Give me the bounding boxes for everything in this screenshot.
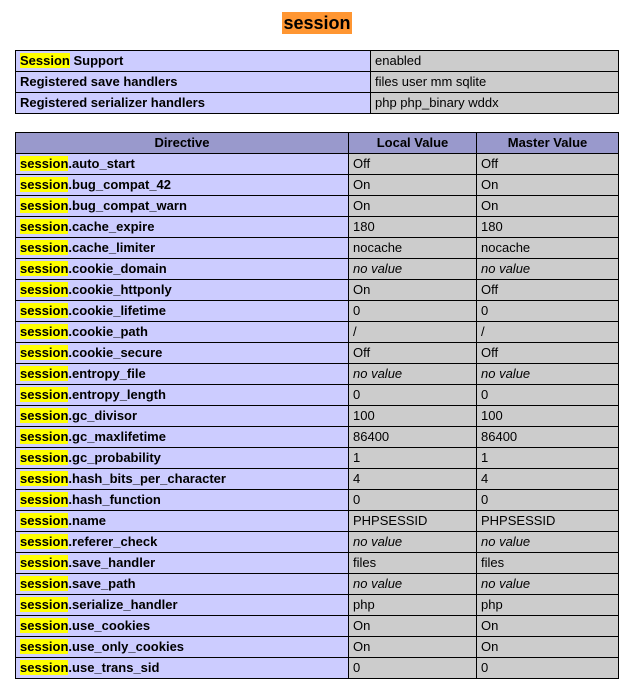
local-value-cell: 4 xyxy=(349,468,477,489)
master-value-cell: nocache xyxy=(477,237,619,258)
directives-table-head xyxy=(16,132,619,153)
summary-row xyxy=(16,92,619,113)
local-value-cell: 0 xyxy=(349,300,477,321)
directive-row xyxy=(16,615,619,636)
find-highlight-match: session xyxy=(20,281,69,297)
directive-row xyxy=(16,657,619,678)
master-value-cell xyxy=(477,363,619,384)
directive-row xyxy=(16,468,619,489)
directive-name-suffix: .use_trans_sid xyxy=(68,659,160,675)
directive-name-suffix: .name xyxy=(68,512,106,528)
directive-name-cell xyxy=(16,195,349,216)
find-highlight-match: session xyxy=(20,449,69,465)
column-header-master-value: Master Value xyxy=(477,132,619,153)
directive-name-suffix: .cookie_domain xyxy=(68,260,167,276)
find-highlight-match: session xyxy=(20,512,69,528)
no-value-text: no value xyxy=(481,260,531,276)
directive-row xyxy=(16,594,619,615)
master-value-cell: 0 xyxy=(477,489,619,510)
local-value-cell: nocache xyxy=(349,237,477,258)
session-directives-table xyxy=(15,132,619,679)
summary-table-body xyxy=(16,50,619,113)
directive-name-suffix: .cookie_httponly xyxy=(68,281,172,297)
find-highlight-match: session xyxy=(20,638,69,654)
directive-name-cell xyxy=(16,258,349,279)
summary-label-cell xyxy=(16,50,371,71)
local-value-cell: 0 xyxy=(349,657,477,678)
directive-name-cell xyxy=(16,468,349,489)
no-value-text: no value xyxy=(481,365,531,381)
directives-table-body xyxy=(16,153,619,678)
find-highlight-match: session xyxy=(20,491,69,507)
directive-name-cell xyxy=(16,615,349,636)
no-value-text: no value xyxy=(353,365,403,381)
local-value-cell: On xyxy=(349,174,477,195)
no-value-text: no value xyxy=(353,260,403,276)
local-value-cell: Off xyxy=(349,342,477,363)
directive-row xyxy=(16,510,619,531)
find-highlight-match: session xyxy=(20,596,69,612)
directive-name-cell xyxy=(16,321,349,342)
label-text: Registered serializer handlers xyxy=(20,94,205,110)
summary-value-cell: files user mm sqlite xyxy=(371,71,619,92)
find-highlight-active: session xyxy=(283,13,351,33)
master-value-cell: 0 xyxy=(477,300,619,321)
directive-row xyxy=(16,342,619,363)
find-highlight-match: session xyxy=(20,218,69,234)
directive-name-cell xyxy=(16,237,349,258)
label-text: Registered save handlers xyxy=(20,73,178,89)
directive-name-cell xyxy=(16,300,349,321)
directive-name-suffix: .entropy_length xyxy=(68,386,166,402)
local-value-cell: php xyxy=(349,594,477,615)
directive-name-suffix: .use_cookies xyxy=(68,617,151,633)
directive-name-cell xyxy=(16,573,349,594)
directive-name-suffix: .gc_probability xyxy=(68,449,161,465)
master-value-cell: PHPSESSID xyxy=(477,510,619,531)
column-header-local-value: Local Value xyxy=(349,132,477,153)
page-title xyxy=(0,13,634,35)
local-value-cell: 180 xyxy=(349,216,477,237)
find-highlight-match: session xyxy=(20,260,69,276)
find-highlight-match: session xyxy=(20,470,69,486)
master-value-cell: 4 xyxy=(477,468,619,489)
local-value-cell xyxy=(349,363,477,384)
local-value-cell xyxy=(349,258,477,279)
directive-name-cell xyxy=(16,342,349,363)
directive-row xyxy=(16,447,619,468)
local-value-cell: 100 xyxy=(349,405,477,426)
master-value-cell xyxy=(477,531,619,552)
directive-row xyxy=(16,489,619,510)
directive-row xyxy=(16,321,619,342)
local-value-cell: 86400 xyxy=(349,426,477,447)
directive-row xyxy=(16,216,619,237)
directive-name-suffix: .entropy_file xyxy=(68,365,146,381)
find-highlight-match: session xyxy=(20,617,69,633)
directive-name-cell xyxy=(16,279,349,300)
summary-row xyxy=(16,50,619,71)
master-value-cell xyxy=(477,573,619,594)
local-value-cell: Off xyxy=(349,153,477,174)
directive-row xyxy=(16,195,619,216)
find-highlight-match: session xyxy=(20,533,69,549)
local-value-cell: 1 xyxy=(349,447,477,468)
directive-row xyxy=(16,237,619,258)
master-value-cell: 100 xyxy=(477,405,619,426)
directive-name-cell xyxy=(16,489,349,510)
directive-name-suffix: .save_path xyxy=(68,575,136,591)
directive-name-cell xyxy=(16,363,349,384)
master-value-cell: Off xyxy=(477,153,619,174)
local-value-cell xyxy=(349,573,477,594)
no-value-text: no value xyxy=(481,533,531,549)
directive-name-suffix: .use_only_cookies xyxy=(68,638,185,654)
local-value-cell: On xyxy=(349,636,477,657)
no-value-text: no value xyxy=(481,575,531,591)
local-value-cell: / xyxy=(349,321,477,342)
find-highlight-match: session xyxy=(20,386,69,402)
find-highlight-match: session xyxy=(20,365,69,381)
master-value-cell: 1 xyxy=(477,447,619,468)
master-value-cell: 180 xyxy=(477,216,619,237)
directive-name-cell xyxy=(16,405,349,426)
directive-name-suffix: .hash_function xyxy=(68,491,161,507)
summary-label-cell xyxy=(16,71,371,92)
find-highlight-match: session xyxy=(20,659,69,675)
summary-value-cell: enabled xyxy=(371,50,619,71)
directive-name-cell xyxy=(16,426,349,447)
summary-row xyxy=(16,71,619,92)
find-highlight-match: session xyxy=(20,302,69,318)
master-value-cell xyxy=(477,258,619,279)
directive-row xyxy=(16,258,619,279)
local-value-cell: files xyxy=(349,552,477,573)
directive-name-suffix: .cookie_secure xyxy=(68,344,163,360)
find-highlight-match: session xyxy=(20,407,69,423)
directive-name-cell xyxy=(16,174,349,195)
directive-name-suffix: .serialize_handler xyxy=(68,596,178,612)
master-value-cell: Off xyxy=(477,342,619,363)
directive-name-cell xyxy=(16,447,349,468)
master-value-cell: php xyxy=(477,594,619,615)
local-value-cell: 0 xyxy=(349,384,477,405)
directive-name-cell xyxy=(16,531,349,552)
find-highlight-match: session xyxy=(20,197,69,213)
master-value-cell: On xyxy=(477,615,619,636)
local-value-cell xyxy=(349,531,477,552)
find-highlight-match: session xyxy=(20,344,69,360)
directive-name-suffix: .bug_compat_warn xyxy=(68,197,187,213)
directive-name-cell xyxy=(16,657,349,678)
directive-name-suffix: .hash_bits_per_character xyxy=(68,470,226,486)
master-value-cell: 0 xyxy=(477,384,619,405)
find-highlight-match: Session xyxy=(20,52,70,68)
directive-row xyxy=(16,279,619,300)
directive-row xyxy=(16,405,619,426)
local-value-cell: On xyxy=(349,279,477,300)
directive-name-suffix: .gc_divisor xyxy=(68,407,138,423)
master-value-cell: On xyxy=(477,195,619,216)
directive-row xyxy=(16,573,619,594)
directive-name-suffix: .gc_maxlifetime xyxy=(68,428,166,444)
directive-row xyxy=(16,363,619,384)
find-highlight-match: session xyxy=(20,428,69,444)
master-value-cell: Off xyxy=(477,279,619,300)
find-highlight-match: session xyxy=(20,176,69,192)
label-text: Support xyxy=(69,52,124,68)
directive-row xyxy=(16,636,619,657)
directive-name-cell xyxy=(16,384,349,405)
directive-name-suffix: .referer_check xyxy=(68,533,158,549)
directive-name-cell xyxy=(16,510,349,531)
directive-row xyxy=(16,531,619,552)
local-value-cell: 0 xyxy=(349,489,477,510)
directive-row xyxy=(16,552,619,573)
local-value-cell: PHPSESSID xyxy=(349,510,477,531)
master-value-cell: 86400 xyxy=(477,426,619,447)
directive-name-cell xyxy=(16,216,349,237)
directive-name-cell xyxy=(16,552,349,573)
master-value-cell: files xyxy=(477,552,619,573)
directives-header-row xyxy=(16,132,619,153)
directive-name-suffix: .cookie_lifetime xyxy=(68,302,166,318)
directive-name-cell xyxy=(16,594,349,615)
no-value-text: no value xyxy=(353,533,403,549)
master-value-cell: 0 xyxy=(477,657,619,678)
directive-row xyxy=(16,153,619,174)
directive-row xyxy=(16,384,619,405)
find-highlight-match: session xyxy=(20,323,69,339)
directive-row xyxy=(16,426,619,447)
directive-name-cell xyxy=(16,153,349,174)
master-value-cell: On xyxy=(477,174,619,195)
directive-name-suffix: .save_handler xyxy=(68,554,156,570)
master-value-cell: / xyxy=(477,321,619,342)
session-summary-table xyxy=(15,50,619,114)
find-highlight-match: session xyxy=(20,575,69,591)
column-header-directive: Directive xyxy=(16,132,349,153)
directive-name-suffix: .auto_start xyxy=(68,155,135,171)
summary-value-cell: php php_binary wddx xyxy=(371,92,619,113)
master-value-cell: On xyxy=(477,636,619,657)
find-highlight-match: session xyxy=(20,155,69,171)
find-highlight-match: session xyxy=(20,239,69,255)
directive-name-suffix: .bug_compat_42 xyxy=(68,176,172,192)
summary-label-cell xyxy=(16,92,371,113)
local-value-cell: On xyxy=(349,195,477,216)
find-highlight-match: session xyxy=(20,554,69,570)
directive-row xyxy=(16,300,619,321)
directive-name-suffix: .cookie_path xyxy=(68,323,148,339)
directive-row xyxy=(16,174,619,195)
no-value-text: no value xyxy=(353,575,403,591)
directive-name-suffix: .cache_limiter xyxy=(68,239,156,255)
directive-name-cell xyxy=(16,636,349,657)
directive-name-suffix: .cache_expire xyxy=(68,218,155,234)
local-value-cell: On xyxy=(349,615,477,636)
